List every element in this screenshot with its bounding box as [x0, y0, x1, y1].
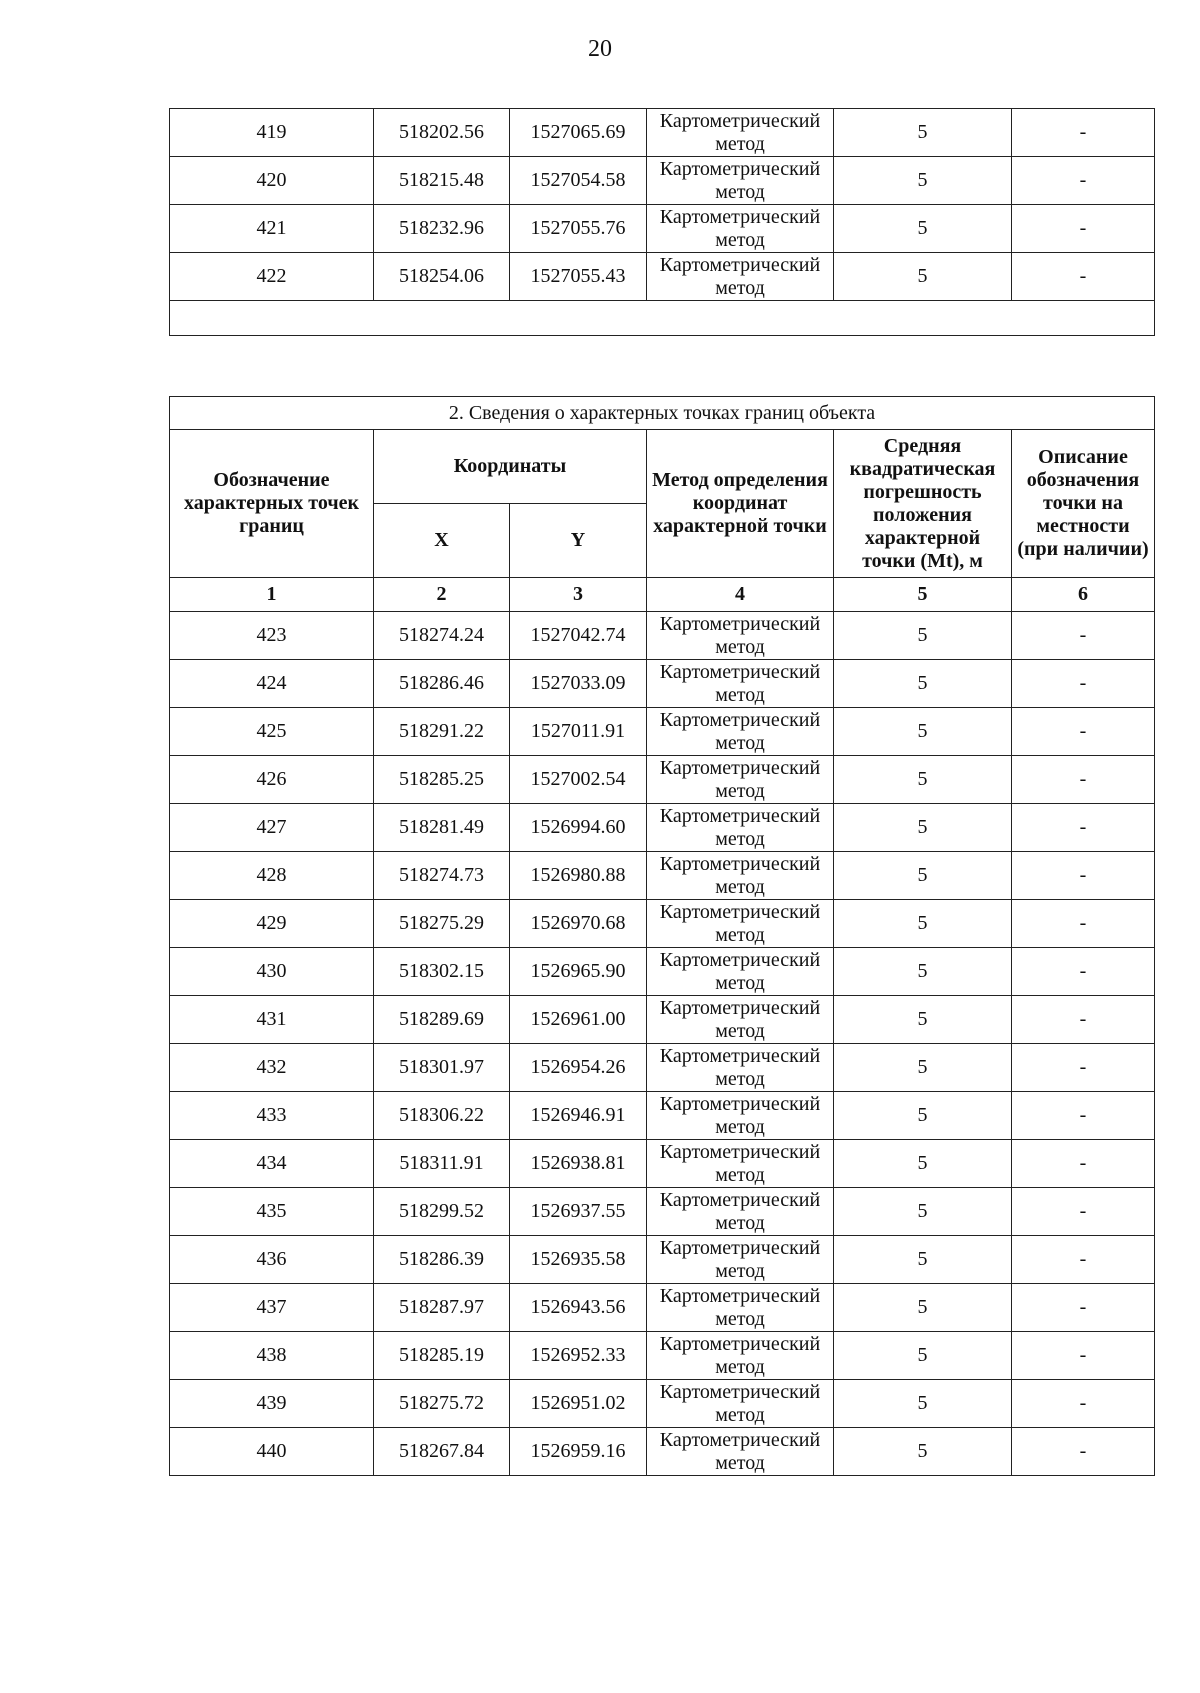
description-cell: - — [1012, 1044, 1155, 1092]
method-cell: Картометрический метод — [647, 253, 834, 301]
point-id-cell: 420 — [170, 157, 374, 205]
point-id-cell: 427 — [170, 804, 374, 852]
points-table-continued — [169, 108, 1155, 336]
coord-y-cell: 1526938.81 — [510, 1140, 647, 1188]
table-row — [170, 708, 1155, 756]
method-cell: Картометрический метод — [647, 1140, 834, 1188]
method-cell: Картометрический метод — [647, 996, 834, 1044]
table-row — [170, 1140, 1155, 1188]
coord-y-cell: 1527055.76 — [510, 205, 647, 253]
point-id-cell: 437 — [170, 1284, 374, 1332]
error-value-cell: 5 — [834, 612, 1012, 660]
table-row — [170, 1380, 1155, 1428]
coord-y-cell: 1527065.69 — [510, 109, 647, 157]
description-cell: - — [1012, 1332, 1155, 1380]
point-id-cell: 431 — [170, 996, 374, 1044]
table-row — [170, 1284, 1155, 1332]
coord-y-cell: 1526980.88 — [510, 852, 647, 900]
coord-x-cell: 518281.49 — [374, 804, 510, 852]
error-value-cell: 5 — [834, 1044, 1012, 1092]
method-cell: Картометрический метод — [647, 1284, 834, 1332]
coord-y-cell: 1526954.26 — [510, 1044, 647, 1092]
coord-x-cell: 518289.69 — [374, 996, 510, 1044]
coord-x-cell: 518299.52 — [374, 1188, 510, 1236]
coord-y-cell: 1526965.90 — [510, 948, 647, 996]
method-cell: Картометрический метод — [647, 1332, 834, 1380]
empty-row — [170, 301, 1155, 336]
point-id-cell: 438 — [170, 1332, 374, 1380]
method-cell: Картометрический метод — [647, 1236, 834, 1284]
coord-x-cell: 518286.39 — [374, 1236, 510, 1284]
method-cell: Картометрический метод — [647, 1380, 834, 1428]
method-cell: Картометрический метод — [647, 852, 834, 900]
coord-x-cell: 518232.96 — [374, 205, 510, 253]
header-point-designation: Обозначение характерных точек границ — [170, 430, 374, 578]
table-row — [170, 660, 1155, 708]
coord-y-cell: 1526961.00 — [510, 996, 647, 1044]
coord-y-cell: 1527055.43 — [510, 253, 647, 301]
table-row — [170, 804, 1155, 852]
column-number: 6 — [1012, 578, 1155, 612]
table-row — [170, 1188, 1155, 1236]
coord-y-cell: 1527033.09 — [510, 660, 647, 708]
table-row — [170, 1044, 1155, 1092]
coord-x-cell: 518285.19 — [374, 1332, 510, 1380]
error-value-cell: 5 — [834, 1236, 1012, 1284]
method-cell: Картометрический метод — [647, 1188, 834, 1236]
coord-y-cell: 1526959.16 — [510, 1428, 647, 1476]
description-cell: - — [1012, 253, 1155, 301]
method-cell: Картометрический метод — [647, 157, 834, 205]
section-title: 2. Сведения о характерных точках границ объекта — [170, 397, 1155, 430]
point-id-cell: 439 — [170, 1380, 374, 1428]
description-cell: - — [1012, 996, 1155, 1044]
coord-x-cell: 518287.97 — [374, 1284, 510, 1332]
table-row — [170, 1092, 1155, 1140]
table-row — [170, 612, 1155, 660]
coord-x-cell: 518306.22 — [374, 1092, 510, 1140]
table-row — [170, 1332, 1155, 1380]
error-value-cell: 5 — [834, 948, 1012, 996]
header-x: X — [374, 504, 510, 578]
point-id-cell: 422 — [170, 253, 374, 301]
table-row — [170, 253, 1155, 301]
coord-x-cell: 518274.73 — [374, 852, 510, 900]
coord-x-cell: 518274.24 — [374, 612, 510, 660]
error-value-cell: 5 — [834, 804, 1012, 852]
method-cell: Картометрический метод — [647, 109, 834, 157]
description-cell: - — [1012, 852, 1155, 900]
point-id-cell: 432 — [170, 1044, 374, 1092]
coord-x-cell: 518311.91 — [374, 1140, 510, 1188]
description-cell: - — [1012, 205, 1155, 253]
boundary-points-table — [169, 396, 1155, 1476]
table-row — [170, 1428, 1155, 1476]
page-number: 20 — [588, 36, 612, 62]
column-number: 3 — [510, 578, 647, 612]
column-number: 2 — [374, 578, 510, 612]
coord-y-cell: 1526952.33 — [510, 1332, 647, 1380]
description-cell: - — [1012, 1188, 1155, 1236]
description-cell: - — [1012, 1380, 1155, 1428]
table-row — [170, 852, 1155, 900]
column-number: 1 — [170, 578, 374, 612]
column-number: 5 — [834, 578, 1012, 612]
coord-x-cell: 518202.56 — [374, 109, 510, 157]
description-cell: - — [1012, 756, 1155, 804]
error-value-cell: 5 — [834, 109, 1012, 157]
error-value-cell: 5 — [834, 1188, 1012, 1236]
coord-x-cell: 518275.29 — [374, 900, 510, 948]
coord-y-cell: 1526935.58 — [510, 1236, 647, 1284]
coord-y-cell: 1526951.02 — [510, 1380, 647, 1428]
header-description: Описание обозначения точки на местности (при наличии) — [1012, 430, 1155, 578]
header-y: Y — [510, 504, 647, 578]
coord-x-cell: 518285.25 — [374, 756, 510, 804]
column-number: 4 — [647, 578, 834, 612]
point-id-cell: 434 — [170, 1140, 374, 1188]
description-cell: - — [1012, 948, 1155, 996]
point-id-cell: 436 — [170, 1236, 374, 1284]
table-row — [170, 948, 1155, 996]
coord-y-cell: 1527002.54 — [510, 756, 647, 804]
error-value-cell: 5 — [834, 1380, 1012, 1428]
description-cell: - — [1012, 708, 1155, 756]
point-id-cell: 426 — [170, 756, 374, 804]
point-id-cell: 419 — [170, 109, 374, 157]
description-cell: - — [1012, 660, 1155, 708]
header-error: Средняя квадратическая погрешность положения характерной точки (Mt), м — [834, 430, 1012, 578]
coord-y-cell: 1526943.56 — [510, 1284, 647, 1332]
coord-x-cell: 518275.72 — [374, 1380, 510, 1428]
table-row — [170, 900, 1155, 948]
error-value-cell: 5 — [834, 708, 1012, 756]
error-value-cell: 5 — [834, 1140, 1012, 1188]
description-cell: - — [1012, 1284, 1155, 1332]
table-row — [170, 109, 1155, 157]
error-value-cell: 5 — [834, 157, 1012, 205]
table-row — [170, 157, 1155, 205]
point-id-cell: 428 — [170, 852, 374, 900]
error-value-cell: 5 — [834, 205, 1012, 253]
error-value-cell: 5 — [834, 1428, 1012, 1476]
description-cell: - — [1012, 1236, 1155, 1284]
column-numbers-row — [170, 578, 1155, 612]
error-value-cell: 5 — [834, 1092, 1012, 1140]
method-cell: Картометрический метод — [647, 612, 834, 660]
description-cell: - — [1012, 1092, 1155, 1140]
error-value-cell: 5 — [834, 660, 1012, 708]
description-cell: - — [1012, 612, 1155, 660]
point-id-cell: 424 — [170, 660, 374, 708]
description-cell: - — [1012, 109, 1155, 157]
method-cell: Картометрический метод — [647, 900, 834, 948]
error-value-cell: 5 — [834, 900, 1012, 948]
point-id-cell: 429 — [170, 900, 374, 948]
empty-cell — [170, 301, 1155, 336]
error-value-cell: 5 — [834, 756, 1012, 804]
error-value-cell: 5 — [834, 1284, 1012, 1332]
description-cell: - — [1012, 1140, 1155, 1188]
method-cell: Картометрический метод — [647, 1044, 834, 1092]
method-cell: Картометрический метод — [647, 1428, 834, 1476]
coord-x-cell: 518215.48 — [374, 157, 510, 205]
coord-y-cell: 1526937.55 — [510, 1188, 647, 1236]
header-coordinates: Координаты — [374, 430, 647, 504]
method-cell: Картометрический метод — [647, 756, 834, 804]
table-row — [170, 205, 1155, 253]
point-id-cell: 435 — [170, 1188, 374, 1236]
error-value-cell: 5 — [834, 253, 1012, 301]
coord-y-cell: 1526994.60 — [510, 804, 647, 852]
coord-y-cell: 1527011.91 — [510, 708, 647, 756]
method-cell: Картометрический метод — [647, 205, 834, 253]
error-value-cell: 5 — [834, 1332, 1012, 1380]
point-id-cell: 421 — [170, 205, 374, 253]
boundary-points-table-body — [170, 612, 1155, 1476]
description-cell: - — [1012, 900, 1155, 948]
method-cell: Картометрический метод — [647, 660, 834, 708]
point-id-cell: 423 — [170, 612, 374, 660]
coord-x-cell: 518302.15 — [374, 948, 510, 996]
coord-x-cell: 518267.84 — [374, 1428, 510, 1476]
table-row — [170, 1236, 1155, 1284]
coord-x-cell: 518301.97 — [374, 1044, 510, 1092]
error-value-cell: 5 — [834, 852, 1012, 900]
description-cell: - — [1012, 1428, 1155, 1476]
coord-y-cell: 1526946.91 — [510, 1092, 647, 1140]
table-row — [170, 756, 1155, 804]
method-cell: Картометрический метод — [647, 804, 834, 852]
table-row — [170, 996, 1155, 1044]
coord-x-cell: 518286.46 — [374, 660, 510, 708]
method-cell: Картометрический метод — [647, 708, 834, 756]
method-cell: Картометрический метод — [647, 948, 834, 996]
description-cell: - — [1012, 804, 1155, 852]
coord-y-cell: 1527042.74 — [510, 612, 647, 660]
coord-y-cell: 1526970.68 — [510, 900, 647, 948]
point-id-cell: 430 — [170, 948, 374, 996]
description-cell: - — [1012, 157, 1155, 205]
error-value-cell: 5 — [834, 996, 1012, 1044]
points-table-continued-body — [170, 109, 1155, 336]
point-id-cell: 425 — [170, 708, 374, 756]
point-id-cell: 433 — [170, 1092, 374, 1140]
coord-x-cell: 518291.22 — [374, 708, 510, 756]
method-cell: Картометрический метод — [647, 1092, 834, 1140]
point-id-cell: 440 — [170, 1428, 374, 1476]
coord-y-cell: 1527054.58 — [510, 157, 647, 205]
header-method: Метод определения координат характерной точки — [647, 430, 834, 578]
coord-x-cell: 518254.06 — [374, 253, 510, 301]
